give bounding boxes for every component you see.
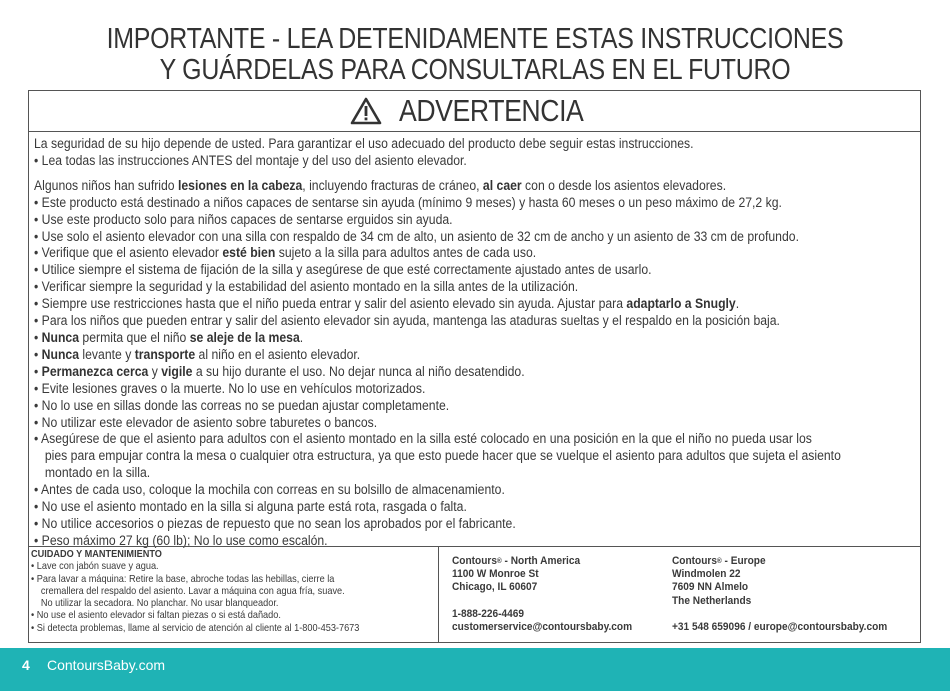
warning-item-cont: montado en la silla.	[44, 465, 151, 481]
contact-na-address-2: Chicago, IL 60607	[452, 581, 538, 594]
page-title	[67, 24, 884, 86]
contact-north-america	[452, 555, 648, 634]
warning-item-cont: pies para empujar contra la mesa o cualquier otra estructura, ya que esto puede hacer que se vuelque el asiento para adultos que sujeta el asiento	[44, 448, 841, 464]
care-item-cont: cremallera del respaldo del asiento. Lavar a máquina con agua fría, suave.	[40, 585, 345, 597]
warning-item: • No use el asiento montado en la silla si alguna parte está rota, rasgada o falta.	[34, 499, 467, 515]
warning-item: • Permanezca cerca y vigile a su hijo durante el uso. No dejar nunca al niño desatendido.	[34, 363, 525, 379]
page-number: 4	[22, 657, 30, 673]
warning-item: • Peso máximo 27 kg (60 lb); No lo use como escalón.	[34, 532, 328, 548]
warning-item: • Use este producto solo para niños capaces de sentarse erguidos sin ayuda.	[34, 211, 453, 227]
care-item: • Lave con jabón suave y agua.	[31, 561, 159, 573]
warning-item: • Use solo el asiento elevador con una silla con respaldo de 34 cm de alto, un asiento de 32 cm de ancho y un asiento de 33 cm de profundo.	[34, 228, 799, 244]
contact-eu-phone-email: +31 548 659096 / europe@contoursbaby.com	[672, 620, 888, 633]
warning-triangle-icon	[350, 97, 382, 125]
warning-item: • Este producto está destinado a niños capaces de sentarse sin ayuda (mínimo 9 meses) y hasta 60 meses o un peso máximo de 27,2 kg.	[34, 194, 782, 210]
contact-eu-address-3: The Netherlands	[672, 594, 752, 607]
website-link[interactable]: ContoursBaby.com	[47, 657, 166, 673]
warning-heading: ADVERTENCIA	[399, 93, 584, 128]
warning-item: • Verifique que el asiento elevador esté bien sujeto a la silla para adultos antes de cada uso.	[34, 245, 537, 261]
contact-europe	[672, 555, 906, 634]
contact-eu-heading: Contours® - Europe	[672, 555, 766, 567]
warning-intro-1: La seguridad de su hijo depende de usted. Para garantizar el uso adecuado del producto debe seguir estas instrucciones.	[34, 136, 694, 151]
care-item: • Si detecta problemas, llame al servicio de atención al cliente al 1-800-453-7673	[31, 622, 360, 634]
warning-item: • Verificar siempre la seguridad y la estabilidad del asiento montado en la silla antes de la utilización.	[34, 279, 579, 295]
warning-item: • Utilice siempre el sistema de fijación de la silla y asegúrese de que esté correctamente ajustado antes de usarlo.	[34, 262, 652, 278]
contact-na-heading: Contours® - North America	[452, 555, 581, 567]
care-item: • Para lavar a máquina: Retire la base, abroche todas las hebillas, cierre la	[31, 573, 335, 585]
care-title: CUIDADO Y MANTENIMIENTO	[31, 549, 162, 560]
care-section	[29, 547, 439, 643]
contact-na-phone: 1-888-226-4469	[452, 607, 525, 620]
footer-bar	[0, 648, 950, 691]
warning-item: • Nunca permita que el niño se aleje de la mesa.	[34, 329, 304, 345]
warning-item: • Siempre use restricciones hasta que el niño pueda entrar y salir del asiento elevado sin ayuda. Ajustar para adaptarlo a Snugly.	[34, 296, 740, 312]
warning-item: • No utilice accesorios o piezas de repuesto que no sean los aprobados por el fabricante.	[34, 515, 516, 531]
warning-body	[34, 136, 916, 550]
contact-na-email: customerservice@contoursbaby.com	[452, 620, 633, 633]
bottom-section	[29, 546, 920, 643]
warning-item: • Antes de cada uso, coloque la mochila con correas en su bolsillo de almacenamiento.	[34, 482, 505, 498]
title-line-2: Y GUÁRDELAS PARA CONSULTARLAS EN EL FUTURO	[159, 54, 791, 86]
contact-eu-address-2: 7609 NN Almelo	[672, 581, 749, 594]
care-item-cont: No utilizar la secadora. No planchar. No usar blanqueador.	[40, 598, 279, 610]
warning-intro-2: • Lea todas las instrucciones ANTES del montaje y del uso del asiento elevador.	[34, 152, 467, 168]
warning-item: • Nunca levante y transporte al niño en el asiento elevador.	[34, 346, 361, 362]
warning-item: • Asegúrese de que el asiento para adultos con el asiento montado en la silla esté colocado en una posición en la que el niño no pueda usar los	[34, 431, 812, 447]
warning-item: • No utilizar este elevador de asiento sobre taburetes o bancos.	[34, 414, 378, 430]
title-line-1: IMPORTANTE - LEA DETENIDAMENTE ESTAS INSTRUCCIONES	[106, 23, 844, 55]
contact-na-address-1: 1100 W Monroe St	[452, 568, 539, 581]
warning-item: • No lo use en sillas donde las correas no se puedan ajustar completamente.	[34, 397, 450, 413]
warning-head-injury: Algunos niños han sufrido lesiones en la cabeza, incluyendo fracturas de cráneo, al caer con o desde los asientos elevadores.	[34, 177, 727, 193]
care-item: • No use el asiento elevador si faltan piezas o si está dañado.	[31, 610, 281, 622]
warning-header	[29, 91, 920, 132]
contact-eu-address-1: Windmolen 22	[672, 568, 741, 581]
warning-item: • Para los niños que pueden entrar y salir del asiento elevador sin ayuda, mantenga las ataduras sueltas y el respaldo en la posición baja.	[34, 313, 780, 329]
warning-item: • Evite lesiones graves o la muerte. No lo use en vehículos motorizados.	[34, 380, 426, 396]
warning-box	[28, 90, 921, 643]
